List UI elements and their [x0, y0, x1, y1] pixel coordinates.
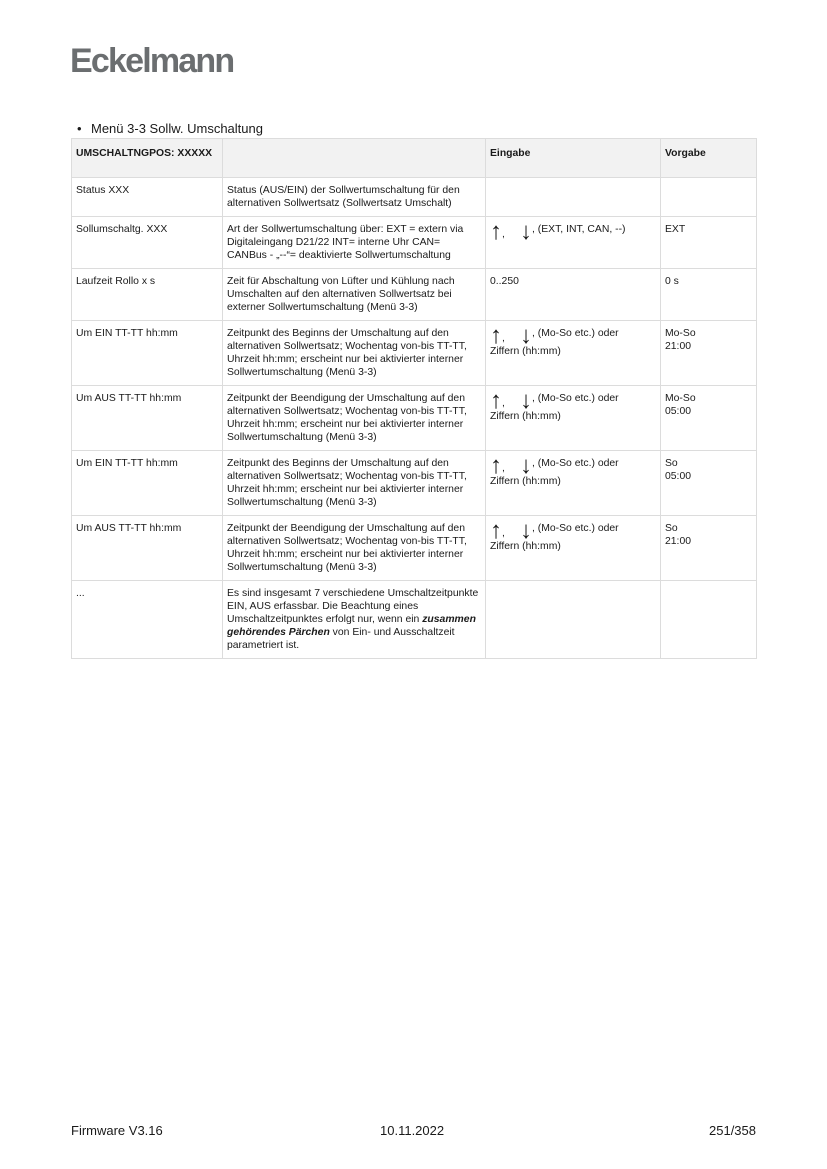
cell-description	[223, 581, 486, 659]
arrow-keys	[490, 322, 619, 349]
cell-default	[661, 178, 757, 217]
cell-description: Art der Sollwertumschaltung über: EXT = extern via Digitaleingang D21/22 INT= interne Uhr CAN= CANBus - „--“= deaktivierte Sollwertumschaltung	[223, 217, 486, 269]
cell-input	[486, 217, 661, 269]
eckelmann-logo: Eckelmann	[70, 42, 234, 80]
cell-description: Zeitpunkt der Beendigung der Umschaltung auf den alternativen Sollwertsatz; Wochentag von-bis TT-TT, Uhrzeit hh:mm; erscheint nur bei aktivierter interner Sollwertumschaltung (Menü 3-3)	[223, 516, 486, 581]
table-row	[72, 217, 757, 269]
arrow-comma: ,	[502, 398, 505, 409]
arrow-keys	[490, 387, 619, 414]
default-time: 21:00	[665, 536, 692, 547]
cell-input	[486, 451, 661, 516]
default-time: 05:00	[665, 406, 692, 417]
header-parameter: UMSCHALTNGPOS: XXXXX	[72, 139, 223, 178]
arrow-down-icon: ↓	[520, 452, 532, 479]
arrow-keys	[490, 452, 619, 479]
cell-input	[486, 321, 661, 386]
cell-parameter: Status XXX	[72, 178, 223, 217]
arrow-down-icon: ↓	[520, 387, 532, 414]
table-row	[72, 451, 757, 516]
cell-parameter: Sollumschaltg. XXX	[72, 217, 223, 269]
table-row	[72, 386, 757, 451]
default-days: Mo-So	[665, 328, 696, 339]
parameter-table	[71, 138, 757, 659]
note-text-emphasis: zusammen gehörendes Pärchen	[227, 614, 476, 638]
arrow-down-icon: ↓	[520, 218, 532, 245]
cell-input: 0..250	[486, 269, 661, 321]
cell-parameter: Um AUS TT-TT hh:mm	[72, 516, 223, 581]
cell-parameter: Um EIN TT-TT hh:mm	[72, 451, 223, 516]
table-row	[72, 581, 757, 659]
input-digits: Ziffern (hh:mm)	[490, 476, 561, 487]
cell-default	[661, 321, 757, 386]
table-row	[72, 321, 757, 386]
cell-parameter: Laufzeit Rollo x s	[72, 269, 223, 321]
cell-input	[486, 516, 661, 581]
cell-description: Zeit für Abschaltung von Lüfter und Kühlung nach Umschalten auf den alternativen Sollwertsatz bei externer Sollwertumschaltung (Menü 3-3)	[223, 269, 486, 321]
footer-page-number: 251/358	[709, 1123, 756, 1138]
cell-input	[486, 581, 661, 659]
table-header-row	[72, 139, 757, 178]
header-input: Eingabe	[486, 139, 661, 178]
cell-default	[661, 516, 757, 581]
arrow-down-icon: ↓	[520, 322, 532, 349]
default-time: 21:00	[665, 341, 692, 352]
cell-default	[661, 386, 757, 451]
input-options: , (Mo-So etc.) oder	[532, 458, 619, 469]
bullet: •	[77, 121, 82, 136]
cell-input	[486, 386, 661, 451]
input-digits: Ziffern (hh:mm)	[490, 346, 561, 357]
section-title: Menü 3-3 Sollw. Umschaltung	[91, 121, 263, 136]
footer-firmware: Firmware V3.16	[71, 1123, 163, 1138]
table-row	[72, 178, 757, 217]
arrow-up-icon: ↑	[490, 387, 502, 414]
input-options: , (Mo-So etc.) oder	[532, 523, 619, 534]
default-days: Mo-So	[665, 393, 696, 404]
table-row	[72, 269, 757, 321]
arrow-up-icon: ↑	[490, 517, 502, 544]
input-digits: Ziffern (hh:mm)	[490, 411, 561, 422]
input-options: , (EXT, INT, CAN, --)	[532, 224, 626, 235]
cell-default	[661, 581, 757, 659]
cell-parameter: ...	[72, 581, 223, 659]
default-time: 05:00	[665, 471, 692, 482]
header-description	[223, 139, 486, 178]
input-options: , (Mo-So etc.) oder	[532, 328, 619, 339]
cell-default: 0 s	[661, 269, 757, 321]
input-digits: Ziffern (hh:mm)	[490, 541, 561, 552]
table-row	[72, 516, 757, 581]
arrow-comma: ,	[502, 333, 505, 344]
arrow-up-icon: ↑	[490, 452, 502, 479]
arrow-keys	[490, 218, 626, 245]
arrow-up-icon: ↑	[490, 322, 502, 349]
arrow-comma: ,	[502, 463, 505, 474]
input-options: , (Mo-So etc.) oder	[532, 393, 619, 404]
cell-description: Zeitpunkt der Beendigung der Umschaltung auf den alternativen Sollwertsatz; Wochentag von-bis TT-TT, Uhrzeit hh:mm; erscheint nur bei aktivierter interner Sollwertumschaltung (Menü 3-3)	[223, 386, 486, 451]
footer-date: 10.11.2022	[380, 1123, 445, 1138]
cell-input	[486, 178, 661, 217]
header-default: Vorgabe	[661, 139, 757, 178]
cell-parameter: Um AUS TT-TT hh:mm	[72, 386, 223, 451]
section-heading	[77, 121, 263, 136]
arrow-comma: ,	[502, 528, 505, 539]
cell-parameter: Um EIN TT-TT hh:mm	[72, 321, 223, 386]
cell-description: Zeitpunkt des Beginns der Umschaltung auf den alternativen Sollwertsatz; Wochentag von-bis TT-TT, Uhrzeit hh:mm; erscheint nur bei aktivierter interner Sollwertumschaltung (Menü 3-3)	[223, 451, 486, 516]
note-text-end: von Ein- und Ausschaltzeit parametriert ist.	[227, 627, 455, 651]
arrow-comma: ,	[502, 229, 505, 240]
cell-description: Zeitpunkt des Beginns der Umschaltung auf den alternativen Sollwertsatz; Wochentag von-bis TT-TT, Uhrzeit hh:mm; erscheint nur bei aktivierter interner Sollwertumschaltung (Menü 3-3)	[223, 321, 486, 386]
default-days: So	[665, 523, 678, 534]
note-text-start: Es sind insgesamt 7 verschiedene Umschaltzeitpunkte EIN, AUS erfassbar. Die Beachtung eines Umschaltzeitpunktes erfolgt nur, wenn ein	[227, 588, 479, 625]
cell-default	[661, 451, 757, 516]
cell-default: EXT	[661, 217, 757, 269]
default-days: So	[665, 458, 678, 469]
arrow-keys	[490, 517, 619, 544]
arrow-up-icon: ↑	[490, 218, 502, 245]
arrow-down-icon: ↓	[520, 517, 532, 544]
cell-description: Status (AUS/EIN) der Sollwertumschaltung für den alternativen Sollwertsatz (Sollwertsatz Umschalt)	[223, 178, 486, 217]
